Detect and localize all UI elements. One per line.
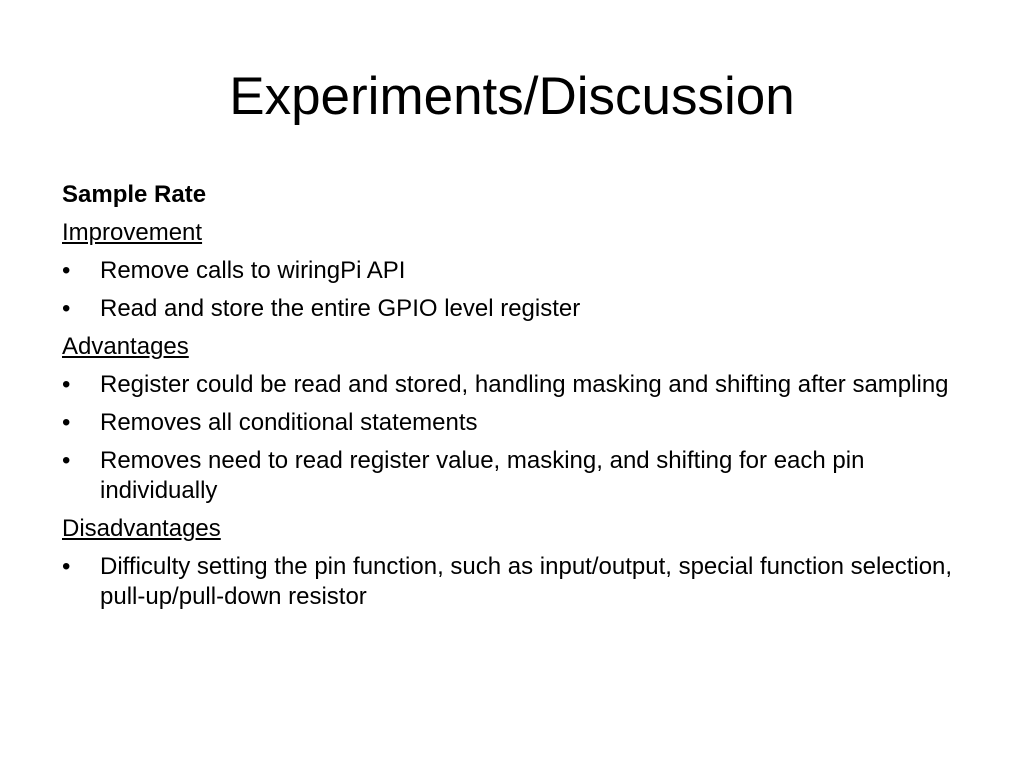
section-heading-sample-rate: Sample Rate [62, 181, 207, 208]
list-item-text: Removes need to read register value, masking, and shifting for each pin individually [100, 447, 865, 504]
slide-title: Experiments/Discussion [229, 67, 795, 126]
list-item [62, 370, 972, 400]
list-item [62, 256, 972, 286]
bullet-icon: • [62, 371, 71, 398]
list-item [62, 446, 972, 506]
list-item [62, 552, 972, 612]
bullet-icon: • [62, 447, 71, 474]
list-item-text: Difficulty setting the pin function, such as input/output, special function selection, pull-up/pull-down resistor [100, 553, 953, 610]
bullet-icon: • [62, 409, 71, 436]
list-item-text: Read and store the entire GPIO level register [100, 295, 581, 322]
list-item-text: Removes all conditional statements [100, 409, 478, 436]
subheading-disadvantages: Disadvantages [62, 515, 221, 542]
list-item [62, 408, 972, 438]
list-item-text: Remove calls to wiringPi API [100, 257, 406, 284]
list-item [62, 294, 972, 324]
disadvantages-list [62, 552, 972, 612]
bullet-icon: • [62, 295, 71, 322]
subheading-improvement: Improvement [62, 219, 203, 246]
bullet-icon: • [62, 257, 71, 284]
slide-content [62, 180, 972, 620]
subheading-advantages: Advantages [62, 333, 189, 360]
advantages-list [62, 370, 972, 506]
list-item-text: Register could be read and stored, handling masking and shifting after sampling [100, 371, 949, 398]
improvement-list [62, 256, 972, 324]
bullet-icon: • [62, 553, 71, 580]
